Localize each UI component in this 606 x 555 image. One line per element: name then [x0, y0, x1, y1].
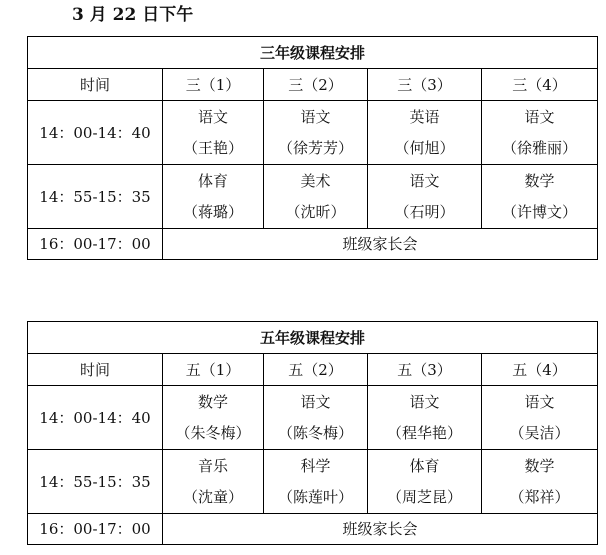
lesson-cell: [482, 165, 598, 229]
subject: 科学: [300, 456, 331, 475]
teacher: （周芝昆）: [386, 487, 462, 506]
teacher: （吴洁）: [509, 423, 570, 442]
subject: 英语: [409, 107, 440, 126]
table-row: [28, 386, 598, 450]
lesson-cell: [163, 450, 264, 514]
subject: 语文: [524, 107, 555, 126]
teacher: （沈昕）: [285, 202, 346, 221]
lesson-cell: [264, 386, 368, 450]
meeting-row: [28, 229, 598, 260]
header-class-2: 五（2）: [264, 354, 368, 386]
time-cell: 14：00-14：40: [28, 101, 163, 165]
header-class-3: 五（3）: [368, 354, 482, 386]
subject: 体育: [197, 171, 228, 190]
time-cell: 14：00-14：40: [28, 386, 163, 450]
teacher: （石明）: [394, 202, 455, 221]
header-time: 时间: [28, 69, 163, 101]
subject: 美术: [300, 171, 331, 190]
grade3-schedule-table: [27, 36, 598, 260]
subject: 语文: [300, 107, 331, 126]
lesson-cell: [368, 386, 482, 450]
lesson-cell: [163, 165, 264, 229]
lesson-cell: [368, 165, 482, 229]
teacher: （蒋璐）: [182, 202, 243, 221]
meeting-label: 班级家长会: [163, 514, 598, 545]
teacher: （陈冬梅）: [277, 423, 353, 442]
header-time: 时间: [28, 354, 163, 386]
meeting-label: 班级家长会: [163, 229, 598, 260]
header-row: [28, 69, 598, 101]
lesson-cell: [163, 101, 264, 165]
subject: 数学: [524, 171, 555, 190]
header-class-1: 三（1）: [163, 69, 264, 101]
lesson-cell: [482, 101, 598, 165]
teacher: （郑祥）: [509, 487, 570, 506]
time-cell: 14：55-15：35: [28, 165, 163, 229]
table-title: 三年级课程安排: [28, 37, 598, 69]
subject: 语文: [300, 392, 331, 411]
header-class-4: 三（4）: [482, 69, 598, 101]
lesson-cell: [368, 450, 482, 514]
lesson-cell: [163, 386, 264, 450]
header-row: [28, 354, 598, 386]
subject: 数学: [197, 392, 228, 411]
lesson-cell: [368, 101, 482, 165]
subject: 数学: [524, 456, 555, 475]
teacher: （程华艳）: [386, 423, 462, 442]
teacher: （陈莲叶）: [277, 487, 353, 506]
subject: 语文: [197, 107, 228, 126]
header-class-3: 三（3）: [368, 69, 482, 101]
table-row: [28, 165, 598, 229]
teacher: （徐芳芳）: [277, 138, 353, 157]
table-row: [28, 450, 598, 514]
lesson-cell: [264, 165, 368, 229]
meeting-row: [28, 514, 598, 545]
subject: 语文: [409, 392, 440, 411]
teacher: （朱冬梅）: [175, 423, 251, 442]
teacher: （王艳）: [182, 138, 243, 157]
header-class-4: 五（4）: [482, 354, 598, 386]
time-cell: 14：55-15：35: [28, 450, 163, 514]
meeting-time: 16：00-17：00: [28, 229, 163, 260]
teacher: （许博文）: [501, 202, 577, 221]
table-row: [28, 101, 598, 165]
page-heading: 3 月 22 日下午: [72, 5, 194, 25]
lesson-cell: [482, 386, 598, 450]
header-class-1: 五（1）: [163, 354, 264, 386]
subject: 语文: [409, 171, 440, 190]
lesson-cell: [264, 101, 368, 165]
lesson-cell: [264, 450, 368, 514]
teacher: （徐雅丽）: [501, 138, 577, 157]
header-class-2: 三（2）: [264, 69, 368, 101]
teacher: （沈童）: [182, 487, 243, 506]
teacher: （何旭）: [394, 138, 455, 157]
subject: 音乐: [197, 456, 228, 475]
subject: 语文: [524, 392, 555, 411]
table-title: 五年级课程安排: [28, 322, 598, 354]
grade5-schedule-table: [27, 321, 598, 545]
subject: 体育: [409, 456, 440, 475]
meeting-time: 16：00-17：00: [28, 514, 163, 545]
lesson-cell: [482, 450, 598, 514]
